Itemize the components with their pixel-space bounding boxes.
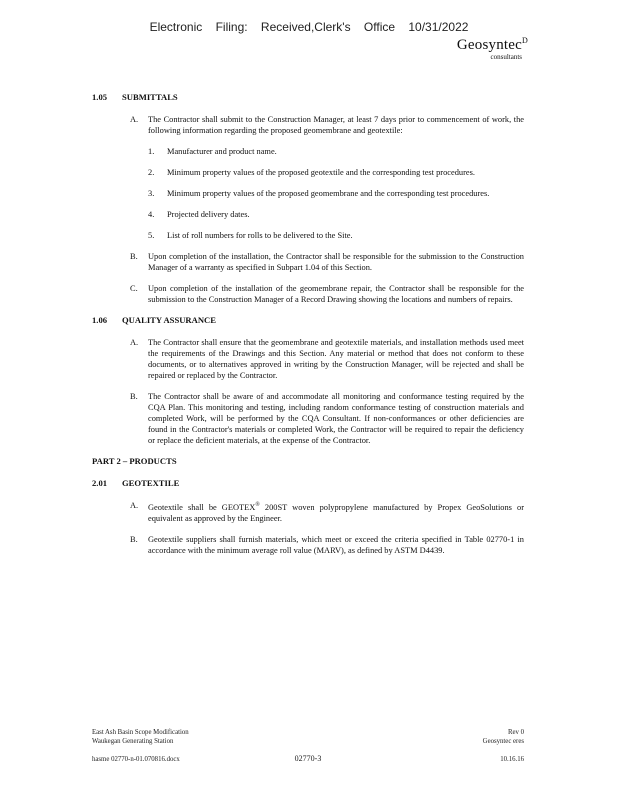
paragraph-label: C.: [130, 284, 138, 293]
subitem-text: List of roll numbers for rolls to be delivered to the Site.: [167, 231, 353, 240]
subitem-4: [92, 209, 524, 220]
page-footer: [92, 728, 524, 768]
footer-filename: hasme 02770-n-01.070816.docx: [92, 756, 180, 763]
subitem-3: [92, 188, 524, 199]
paragraph-text: Upon completion of the installation, the Contractor shall be responsible for the submission to the Construction Manager of a warranty as specified in Subpart 1.04 of this Section.: [148, 252, 524, 272]
logo-mark-icon: D: [522, 36, 528, 45]
subitem-text: Minimum property values of the proposed geomembrane and the corresponding test procedures.: [167, 189, 490, 198]
logo-name: [457, 36, 528, 54]
subitem-text: Minimum property values of the proposed geotextile and the corresponding test procedures.: [167, 168, 475, 177]
footer-date: 10.16.16: [500, 756, 524, 763]
section-heading-quality-assurance: [92, 315, 524, 326]
paragraph-label: A.: [130, 115, 139, 124]
section-heading-submittals: [92, 92, 524, 103]
subitem-text: Manufacturer and product name.: [167, 147, 277, 156]
paragraph-text: The Contractor shall be aware of and accommodate all monitoring and conformance testing required by the CQA Plan. This monitoring and testing, including random conformance testing of construction materials and completed Work, will be performed by the CQA Consultant. If non-conformances or other deficiencies are found in the Contractor's materials or completed Work, the Contractor will be required to repair the deficiency or replace the deficient materials, at the expense of the Contractor.: [148, 392, 524, 445]
section-number: 2.01: [92, 478, 108, 488]
registered-mark: ®: [255, 502, 260, 508]
section-heading-geotextile: [92, 478, 524, 489]
section-title: GEOTEXTILE: [122, 478, 180, 488]
section-title: SUBMITTALS: [122, 92, 178, 102]
footer-company: Geosyntec eres: [482, 738, 524, 745]
logo-wordmark: Geosyntec: [456, 37, 523, 53]
paragraph-text: The Contractor shall ensure that the geomembrane and geotextile materials, and installation methods used meet the requirements of the Drawings and this Section. Any material or method that does not conform to these documents, or to alternatives approved in writing by the Construction Manager, will be rejected and shall be repaired or replaced by the Contractor.: [148, 338, 524, 380]
section-number: 1.05: [92, 92, 108, 102]
subitem-label: 5.: [148, 231, 155, 240]
paragraph-1-05-a: [92, 114, 524, 136]
subitem-1: [92, 146, 524, 157]
part-heading-products: PART 2 – PRODUCTS: [92, 456, 177, 466]
electronic-filing-stamp: Electronic Filing: Received,Clerk's Office 10/31/2022: [149, 20, 469, 34]
footer-page-number: 02770-3: [294, 754, 322, 763]
paragraph-text: [148, 503, 524, 523]
subitem-label: 4.: [148, 210, 155, 219]
subitem-5: [92, 230, 524, 241]
document-body: [92, 92, 524, 566]
paragraph-label: A.: [130, 501, 139, 510]
paragraph-label: B.: [130, 392, 138, 401]
paragraph-1-05-b: [92, 251, 524, 273]
subitem-label: 2.: [148, 168, 155, 177]
subitem-text: Projected delivery dates.: [167, 210, 250, 219]
section-number: 1.06: [92, 315, 108, 325]
footer-revision: Rev 0: [507, 729, 524, 736]
paragraph-text: The Contractor shall submit to the Construction Manager, at least 7 days prior to commencement of work, the following information regarding the proposed geomembrane and geotextile:: [148, 115, 524, 135]
subitem-label: 3.: [148, 189, 155, 198]
geosyntec-logo: [457, 36, 528, 61]
paragraph-text: Upon completion of the installation of the geomembrane repair, the Contractor shall be responsible for the submission to the Construction Manager of a Record Drawing showing the locations and numbers of repairs.: [148, 284, 524, 304]
paragraph-label: A.: [130, 338, 139, 347]
footer-station: Waukegan Generating Station: [92, 738, 174, 745]
subitem-label: 1.: [148, 147, 155, 156]
text-post: 200ST woven polypropylene manufactured by Propex GeoSolutions or equivalent as approved by the Engineer.: [148, 502, 524, 523]
text-pre: Geotextile shall be GEOTEX: [148, 502, 256, 512]
paragraph-2-01-b: [92, 534, 524, 556]
paragraph-label: B.: [130, 534, 138, 544]
section-title: QUALITY ASSURANCE: [122, 315, 216, 325]
paragraph-1-06-a: [92, 337, 524, 381]
footer-project: East Ash Basin Scope Modification: [92, 729, 189, 736]
paragraph-1-05-c: [92, 283, 524, 305]
paragraph-text: Geotextile suppliers shall furnish materials, which meet or exceed the criteria specified in Table 02770-1 in accordance with the minimum average roll value (MARV), as defined by ASTM D4439.: [148, 534, 524, 555]
paragraph-2-01-a: [92, 500, 524, 524]
logo-subtitle: consultants: [490, 53, 522, 61]
paragraph-1-06-b: [92, 391, 524, 446]
paragraph-label: B.: [130, 252, 138, 261]
subitem-2: [92, 167, 524, 178]
